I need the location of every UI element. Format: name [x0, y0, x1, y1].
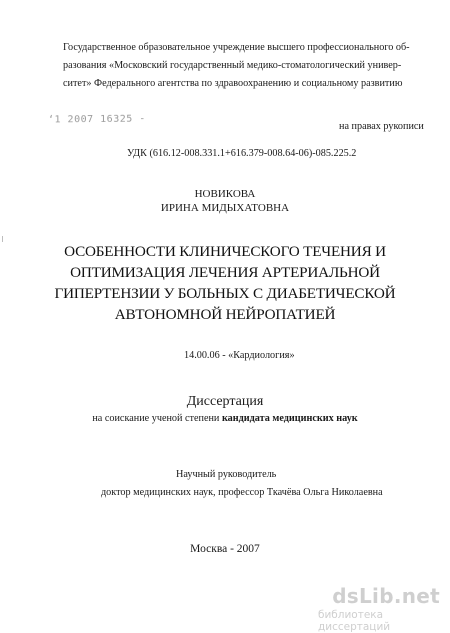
title-line-2: ОПТИМИЗАЦИЯ ЛЕЧЕНИЯ АРТЕРИАЛЬНОЙ	[70, 264, 380, 281]
institution-line-2: разования «Московский государственный медико-стоматологический универ-	[63, 60, 402, 71]
supervisor-label: Научный руководитель	[176, 469, 277, 480]
degree-name: кандидата медицинских наук	[221, 413, 358, 424]
margin-mark	[2, 236, 3, 242]
title-line-3: ГИПЕРТЕНЗИИ У БОЛЬНЫХ С ДИАБЕТИЧЕСКОЙ	[54, 285, 396, 302]
author-given-names: ИРИНА МИДЫХАТОВНА	[160, 202, 290, 214]
specialty: 14.00.06 - «Кардиология»	[184, 350, 295, 361]
institution-line-1: Государственное образовательное учреждение высшего профессионального об-	[63, 42, 410, 53]
title-line-4: АВТОНОМНОЙ НЕЙРОПАТИЕЙ	[114, 306, 336, 323]
watermark	[318, 584, 444, 633]
degree-line	[0, 413, 450, 425]
dissertation-label: Диссертация	[186, 394, 264, 409]
institution-line-3: ситет» Федерального агентства по здравоохранению и социальному развитию	[63, 78, 403, 89]
watermark-tagline: библиотека диссертаций	[318, 609, 391, 633]
author-surname: НОВИКОВА	[194, 188, 256, 200]
supervisor-details: доктор медицинских наук, профессор Ткачёва Ольга Николаевна	[101, 487, 383, 498]
place-year: Москва - 2007	[190, 543, 260, 555]
udk-code: УДК (616.12-008.331.1+616.379-008.64-06)-085.225.2	[127, 148, 357, 159]
title-line-1: ОСОБЕННОСТИ КЛИНИЧЕСКОГО ТЕЧЕНИЯ И	[64, 243, 386, 260]
degree-prefix: на соискание ученой степени	[92, 413, 220, 424]
archive-stamp: ‘1 2007 16325 -	[47, 113, 146, 126]
rights-notice: на правах рукописи	[339, 121, 424, 132]
watermark-logo: dsLib.net	[332, 584, 440, 608]
